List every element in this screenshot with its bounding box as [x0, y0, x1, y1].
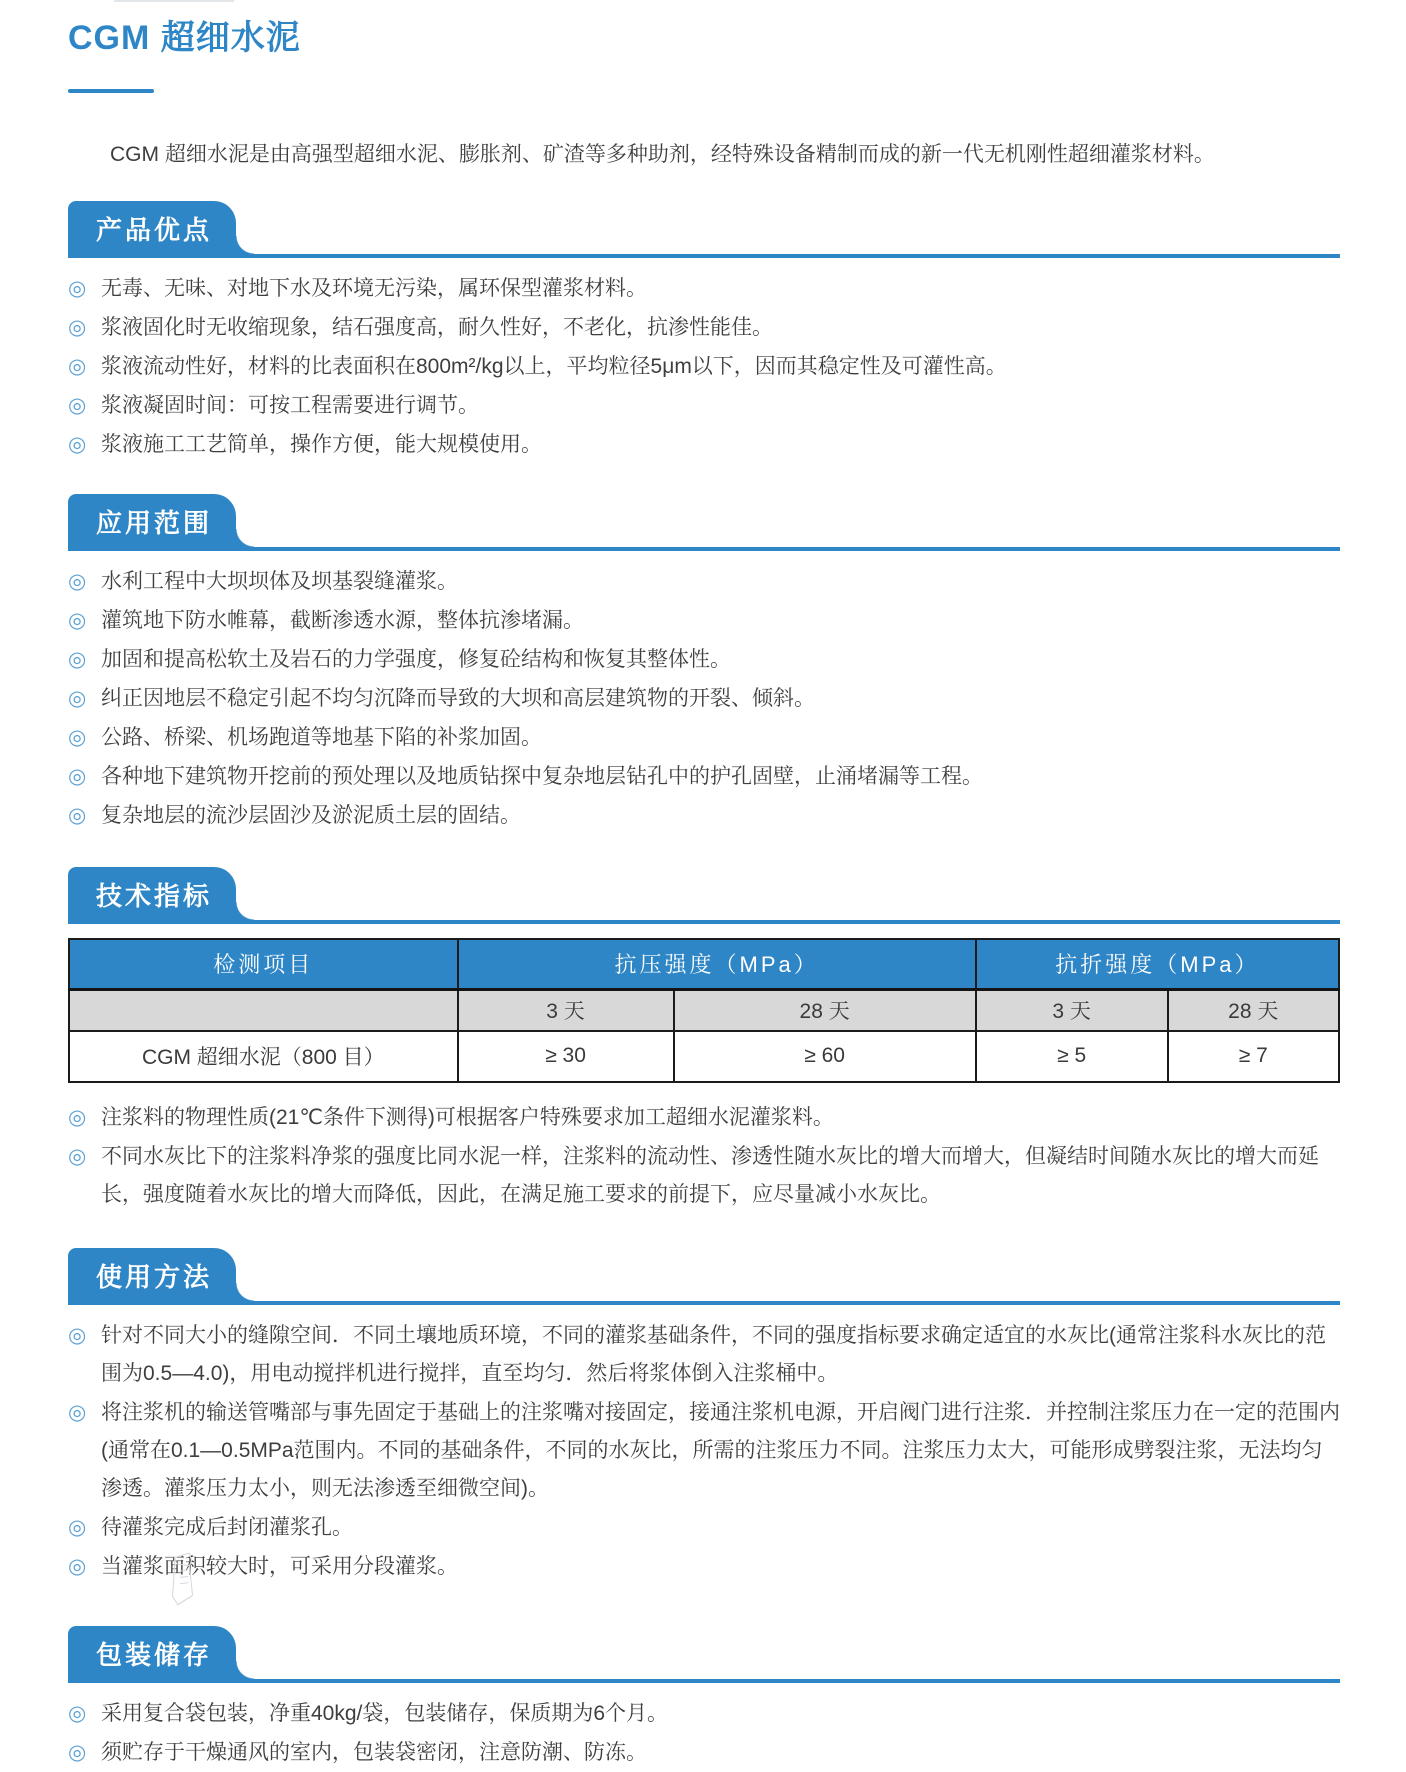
bullseye-bullet-icon: ◎	[68, 687, 87, 710]
list-item-text: 水利工程中大坝坝体及坝基裂缝灌浆。	[101, 570, 458, 593]
bullseye-bullet-icon: ◎	[68, 277, 87, 300]
list-item-text: 将注浆机的输送管嘴部与事先固定于基础上的注浆嘴对接固定，接通注浆机电源，开启阀门进行注浆．并控制注浆压力在一定的范围内(通常在0.1—0.5MPa范围内。不同的基础条件，不同的水灰比，所需的注浆压力不同。注浆压力太大，可能形成劈裂注浆，无法均匀渗透。灌浆压力太小，则无法渗透至细微空间)。	[101, 1401, 1340, 1500]
list-item	[68, 1509, 1340, 1547]
list-item-text: 灌筑地下防水帷幕，截断渗透水源，整体抗渗堵漏。	[101, 609, 584, 632]
bullseye-bullet-icon: ◎	[68, 355, 87, 378]
list-item-text: 待灌浆完成后封闭灌浆孔。	[101, 1516, 353, 1539]
bullseye-bullet-icon: ◎	[68, 726, 87, 749]
col-header-flexural: 抗折强度（MPa）	[976, 939, 1339, 990]
list-item-text: 不同水灰比下的注浆料净浆的强度比同水泥一样，注浆料的流动性、渗透性随水灰比的增大而增大，但凝结时间随水灰比的增大而延长，强度随着水灰比的增大而降低，因此，在满足施工要求的前提下，应尽量减小水灰比。	[101, 1145, 1319, 1206]
section-header-applications	[68, 494, 1340, 551]
subheader-28d: 28 天	[1168, 990, 1339, 1032]
list-item-text: 当灌浆面积较大时，可采用分段灌浆。	[101, 1555, 458, 1578]
section-tab: 应用范围	[68, 494, 236, 551]
list-item	[68, 1138, 1340, 1214]
bullseye-bullet-icon: ◎	[68, 316, 87, 339]
section-header-advantages	[68, 201, 1340, 258]
bullseye-bullet-icon: ◎	[68, 765, 87, 788]
bullseye-bullet-icon: ◎	[68, 1741, 87, 1764]
section-rule	[236, 920, 1340, 924]
section-tab: 技术指标	[68, 867, 236, 924]
section-rule	[236, 1301, 1340, 1305]
product-name-cell: CGM 超细水泥（800 目）	[69, 1031, 458, 1082]
storage-list	[68, 1695, 1340, 1772]
list-item-text: 针对不同大小的缝隙空间．不同土壤地质环境，不同的灌浆基础条件，不同的强度指标要求确定适宜的水灰比(通常注浆科水灰比的范围为0.5—4.0)，用电动搅拌机进行搅拌，直至均匀．然后将浆体倒入注浆桶中。	[101, 1324, 1326, 1385]
page-title: CGM 超细水泥	[68, 19, 301, 57]
list-item	[68, 602, 1340, 640]
list-item	[68, 641, 1340, 679]
list-item-text: 复杂地层的流沙层固沙及淤泥质土层的固结。	[101, 804, 521, 827]
compressive-28d-value: ≥ 60	[674, 1031, 976, 1082]
list-item	[68, 1695, 1340, 1733]
bullseye-bullet-icon: ◎	[68, 648, 87, 671]
list-item	[68, 1099, 1340, 1137]
flexural-28d-value: ≥ 7	[1168, 1031, 1339, 1082]
spec-table	[68, 938, 1340, 1083]
col-header-item: 检测项目	[69, 939, 458, 990]
section-rule	[236, 254, 1340, 258]
list-item-text: 浆液凝固时间：可按工程需要进行调节。	[101, 394, 479, 417]
list-item	[68, 1394, 1340, 1508]
section-tab: 包装储存	[68, 1626, 236, 1683]
list-item	[68, 1317, 1340, 1393]
bullseye-bullet-icon: ◎	[68, 1106, 87, 1129]
flexural-3d-value: ≥ 5	[976, 1031, 1168, 1082]
bullseye-bullet-icon: ◎	[68, 433, 87, 456]
advantages-list	[68, 270, 1340, 464]
bullseye-bullet-icon: ◎	[68, 1516, 87, 1539]
list-item-text: 浆液固化时无收缩现象，结石强度高，耐久性好，不老化，抗渗性能佳。	[101, 316, 773, 339]
intro-paragraph: CGM 超细水泥是由高强型超细水泥、膨胀剂、矿渣等多种助剂，经特殊设备精制而成的新一代无机刚性超细灌浆材料。	[110, 143, 1215, 166]
bullseye-bullet-icon: ◎	[68, 394, 87, 417]
list-item	[68, 797, 1340, 835]
section-rule	[236, 1679, 1340, 1683]
list-item	[68, 563, 1340, 601]
list-item-text: 浆液流动性好，材料的比表面积在800m²/kg以上，平均粒径5μm以下，因而其稳定性及可灌性高。	[101, 355, 1007, 378]
section-header-storage	[68, 1626, 1340, 1683]
list-item	[68, 426, 1340, 464]
list-item-text: 无毒、无味、对地下水及环境无污染，属环保型灌浆材料。	[101, 277, 647, 300]
list-item-text: 浆液施工工艺简单，操作方便，能大规模使用。	[101, 433, 542, 456]
list-item-text: 各种地下建筑物开挖前的预处理以及地质钻探中复杂地层钻孔中的护孔固壁，止涌堵漏等工程。	[101, 765, 983, 788]
page-top-artifact	[114, 0, 234, 2]
list-item	[68, 1734, 1340, 1772]
subheader-28d: 28 天	[674, 990, 976, 1032]
list-item-text: 公路、桥梁、机场跑道等地基下陷的补浆加固。	[101, 726, 542, 749]
bullseye-bullet-icon: ◎	[68, 1401, 87, 1424]
list-item	[68, 348, 1340, 386]
spec-table-subheader-row	[69, 990, 1339, 1032]
list-item	[68, 309, 1340, 347]
bullseye-bullet-icon: ◎	[68, 1145, 87, 1168]
cement-bag-icon	[138, 1550, 226, 1608]
section-tab: 使用方法	[68, 1248, 236, 1305]
bullseye-bullet-icon: ◎	[68, 570, 87, 593]
list-item	[68, 270, 1340, 308]
bullseye-bullet-icon: ◎	[68, 1702, 87, 1725]
list-item-text: 注浆料的物理性质(21℃条件下测得)可根据客户特殊要求加工超细水泥灌浆料。	[101, 1106, 834, 1129]
col-header-compressive: 抗压强度（MPa）	[458, 939, 976, 990]
list-item	[68, 758, 1340, 796]
list-item-text: 须贮存于干燥通风的室内，包装袋密闭，注意防潮、防冻。	[101, 1741, 647, 1764]
section-header-usage	[68, 1248, 1340, 1305]
bullseye-bullet-icon: ◎	[68, 609, 87, 632]
bullseye-bullet-icon: ◎	[68, 1555, 87, 1578]
list-item	[68, 719, 1340, 757]
list-item-text: 采用复合袋包装，净重40kg/袋，包装储存，保质期为6个月。	[101, 1702, 669, 1725]
section-rule	[236, 547, 1340, 551]
list-item-text: 加固和提高松软土及岩石的力学强度，修复砼结构和恢复其整体性。	[101, 648, 731, 671]
spec-table-header-row	[69, 939, 1339, 990]
list-item	[68, 680, 1340, 718]
applications-list	[68, 563, 1340, 835]
bullseye-bullet-icon: ◎	[68, 1324, 87, 1347]
section-tab: 产品优点	[68, 201, 236, 258]
usage-list	[68, 1317, 1340, 1586]
section-header-specs	[68, 867, 1340, 924]
spec-table-data-row	[69, 1031, 1339, 1082]
specs-notes-list	[68, 1099, 1340, 1214]
compressive-3d-value: ≥ 30	[458, 1031, 674, 1082]
title-underline	[68, 89, 154, 93]
list-item	[68, 1548, 1340, 1586]
bullseye-bullet-icon: ◎	[68, 804, 87, 827]
subheader-3d: 3 天	[976, 990, 1168, 1032]
subheader-3d: 3 天	[458, 990, 674, 1032]
list-item	[68, 387, 1340, 425]
subheader-empty-cell	[69, 990, 458, 1032]
list-item-text: 纠正因地层不稳定引起不均匀沉降而导致的大坝和高层建筑物的开裂、倾斜。	[101, 687, 815, 710]
